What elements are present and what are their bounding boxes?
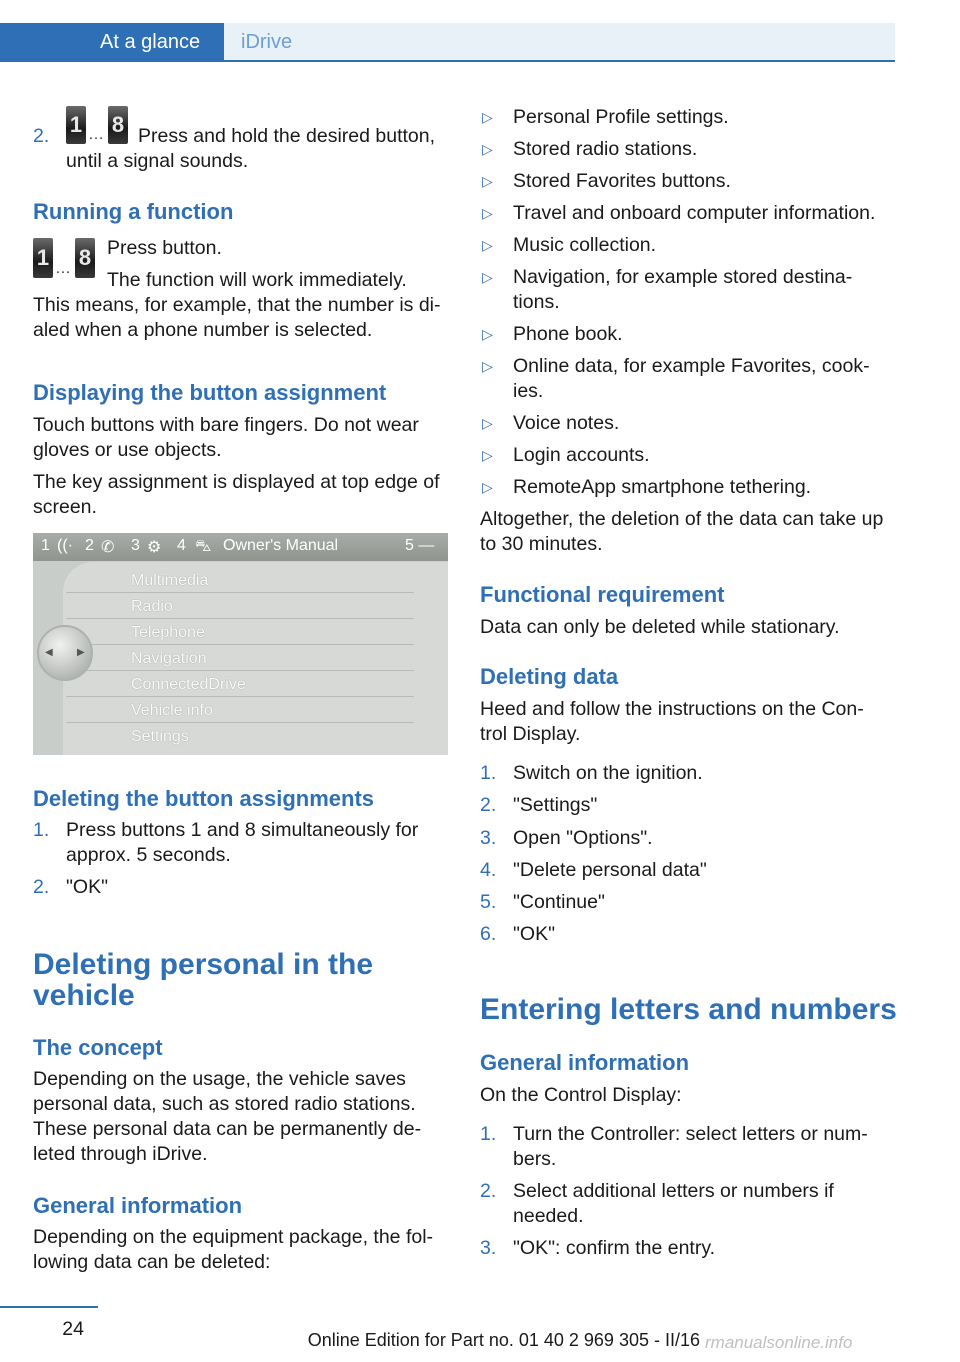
heading-running-function: Running a function [33,199,234,224]
bullet-item: Stored radio stations. [513,138,698,160]
bullet-triangle-icon: ▷ [482,205,493,221]
altogether-text: Altogether, the deletion of the data can take up [480,508,884,530]
header-tab-idrive[interactable]: iDrive [224,23,895,60]
bullet-item: Navigation, for example stored destina- [513,266,853,288]
slot-1-label: 1 [41,537,50,554]
header-divider [0,60,895,62]
step-number: 2. [480,1180,497,1202]
step-number: 4. [480,859,497,881]
page-number: 24 [62,1318,84,1340]
heading-displaying-assignment: Displaying the button assignment [33,380,387,405]
step-number: 6. [480,923,497,945]
step-text: "OK": confirm the entry. [513,1237,716,1259]
menu-item-navigation: Navigation [66,647,414,671]
slot-5-label: 5 — [405,537,435,554]
running-text: aled when a phone number is selected. [33,319,373,341]
edition-text: Online Edition for Part no. 01 40 2 969 305 - II/16 [307,1330,700,1350]
concept-text: Depending on the usage, the vehicle saves [33,1068,406,1090]
step-number: 2. [33,125,50,147]
slot-4-text: Owner's Manual [223,537,339,554]
heading-the-concept: The concept [33,1035,163,1060]
step-text: bers. [513,1148,557,1170]
menu-item-multimedia: Multimedia [66,569,414,593]
bullet-item-cont: ies. [513,380,544,402]
funcreq-text: Data can only be deleted while stationary. [480,616,840,638]
step-text: Select additional letters or numbers if [513,1180,834,1202]
heading-deleting-personal: Deleting personal in the [33,948,374,981]
bullet-item: Personal Profile settings. [513,106,729,128]
step-number: 1. [480,762,497,784]
deldata-text: Heed and follow the instructions on the Con- [480,698,864,720]
bullet-triangle-icon: ▷ [482,326,493,342]
geninfo-text: lowing data can be deleted: [33,1251,271,1273]
heading-general-information: General information [480,1050,690,1075]
concept-text: leted through iDrive. [33,1143,208,1165]
heading-deleting-personal-cont: vehicle [33,979,135,1012]
bullet-item: Travel and onboard computer information. [513,202,876,224]
menu-item-telephone: Telephone [66,621,414,645]
footer-divider [0,1306,98,1308]
step-text: "Delete personal data" [513,859,707,881]
running-text: Press button. [107,237,222,259]
heading-general-information: General information [33,1193,243,1218]
bullet-item: Online data, for example Favorites, cook- [513,355,870,377]
running-text: The function will work immediately. [107,269,407,291]
step-text: Open "Options". [513,827,653,849]
step-text: "OK" [513,923,556,945]
concept-text: personal data, such as stored radio stations. [33,1093,416,1115]
step-text: approx. 5 seconds. [66,844,231,866]
altogether-text: to 30 minutes. [480,533,603,555]
slot-2-label: 2 [85,537,94,554]
bullet-item-cont: tions. [513,291,560,313]
slot-4-label: 4 [177,537,186,554]
geninfo-text: Depending on the equipment package, the fol- [33,1226,434,1248]
bullet-triangle-icon: ▷ [482,269,493,285]
bullet-triangle-icon: ▷ [482,173,493,189]
geninfo-text: On the Control Display: [480,1084,682,1106]
bullet-item: Login accounts. [513,444,650,466]
display-text: Touch buttons with bare fingers. Do not wear [33,414,419,436]
bullet-item: Phone book. [513,323,623,345]
step-number: 3. [480,827,497,849]
bullet-triangle-icon: ▷ [482,141,493,157]
running-text: This means, for example, that the number is di- [33,294,441,316]
menu-item-settings: Settings [131,728,189,745]
phone-icon: ✆ [101,539,115,556]
bullet-triangle-icon: ▷ [482,415,493,431]
key-8-icon: 8 [108,106,128,144]
step2-text: Press and hold the desired button, [138,125,436,147]
bullet-triangle-icon: ▷ [482,447,493,463]
deldata-text: trol Display. [480,723,581,745]
menu-item-vehicle-info: Vehicle info [66,699,414,723]
bullet-triangle-icon: ▷ [482,237,493,253]
step-text: "OK" [66,876,109,898]
menu-item-connecteddrive: ConnectedDrive [66,673,414,697]
car-icon: ⛍ [195,538,212,555]
radio-icon: ((· [57,537,73,554]
watermark: rmanualsonline.info [705,1333,853,1352]
step-number: 3. [480,1237,497,1259]
heading-functional-requirement: Functional requirement [480,582,725,607]
display-text: screen. [33,496,97,518]
heading-deleting-data: Deleting data [480,664,619,689]
bullet-triangle-icon: ▷ [482,358,493,374]
key-1-icon: 1 [66,106,86,144]
step-number: 1. [480,1123,497,1145]
step-number: 5. [480,891,497,913]
bullet-item: Music collection. [513,234,657,256]
heading-entering-letters: Entering letters and numbers [480,993,897,1026]
key-8-icon: 8 [75,238,95,278]
gear-icon: ⚙ [147,539,162,556]
bullet-item: Voice notes. [513,412,620,434]
step-text: Switch on the ignition. [513,762,703,784]
display-text: gloves or use objects. [33,439,222,461]
step-text: "Settings" [513,794,598,816]
ellipsis: … [55,260,72,277]
display-text: The key assignment is displayed at top edge of [33,471,440,493]
header-tab-at-a-glance[interactable]: At a glance [0,23,224,62]
slot-3-label: 3 [131,537,140,554]
step-number: 2. [33,876,50,898]
heading-deleting-assignments: Deleting the button assignments [33,786,375,811]
step-text: "Continue" [513,891,605,913]
control-display-illustration [33,533,448,755]
concept-text: These personal data can be permanently de- [33,1118,422,1140]
step-text: Press buttons 1 and 8 simultaneously for [66,819,419,841]
key-1-icon: 1 [33,238,53,278]
step-text: needed. [513,1205,584,1227]
step2-text-cont: until a signal sounds. [66,150,249,172]
bullet-item: RemoteApp smartphone tethering. [513,476,812,498]
bullet-triangle-icon: ▷ [482,109,493,125]
step-text: Turn the Controller: select letters or num- [513,1123,868,1145]
menu-item-radio: Radio [66,595,414,619]
step-number: 2. [480,794,497,816]
button-assignment-bar [33,533,448,561]
bullet-item: Stored Favorites buttons. [513,170,731,192]
ellipsis: … [88,126,105,143]
step-number: 1. [33,819,50,841]
controller-knob-icon: ◀ ▶ [37,625,93,681]
bullet-triangle-icon: ▷ [482,479,493,495]
